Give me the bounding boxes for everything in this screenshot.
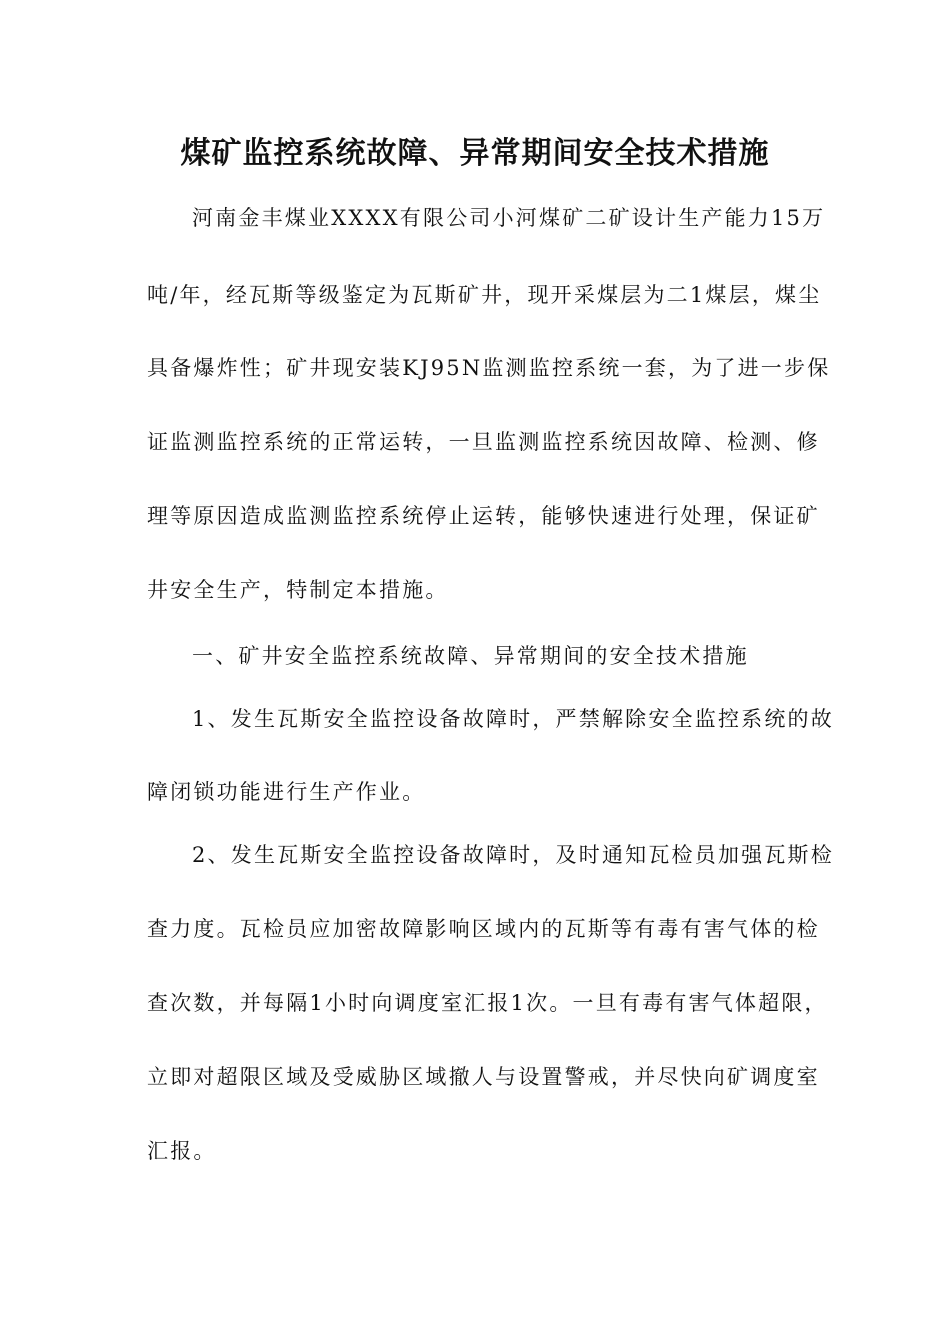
paragraph-line: 河南金丰煤业XXXX有限公司小河煤矿二矿设计生产能力15万 <box>192 206 826 230</box>
paragraph-line: 汇报。 <box>147 1139 217 1163</box>
paragraph-line: 具备爆炸性；矿井现安装KJ95N监测监控系统一套，为了进一步保 <box>147 356 831 380</box>
paragraph-line: 查次数，并每隔1小时向调度室汇报1次。一旦有毒有害气体超限， <box>147 991 828 1015</box>
paragraph-line: 井安全生产，特制定本措施。 <box>147 578 449 602</box>
paragraph-line: 吨/年，经瓦斯等级鉴定为瓦斯矿井，现开采煤层为二1煤层，煤尘 <box>147 283 822 307</box>
paragraph-line: 证监测监控系统的正常运转，一旦监测监控系统因故障、检测、修 <box>147 430 820 454</box>
paragraph-line: 障闭锁功能进行生产作业。 <box>147 780 426 804</box>
document-title: 煤矿监控系统故障、异常期间安全技术措施 <box>180 136 770 171</box>
section-heading: 一、矿井安全监控系统故障、异常期间的安全技术措施 <box>192 644 749 668</box>
paragraph-line: 查力度。瓦检员应加密故障影响区域内的瓦斯等有毒有害气体的检 <box>147 917 820 941</box>
paragraph-line: 2、发生瓦斯安全监控设备故障时，及时通知瓦检员加强瓦斯检 <box>192 843 834 867</box>
paragraph-line: 1、发生瓦斯安全监控设备故障时，严禁解除安全监控系统的故 <box>192 707 834 731</box>
paragraph-line: 立即对超限区域及受威胁区域撤人与设置警戒，并尽快向矿调度室 <box>147 1065 820 1089</box>
paragraph-line: 理等原因造成监测监控系统停止运转，能够快速进行处理，保证矿 <box>147 504 820 528</box>
